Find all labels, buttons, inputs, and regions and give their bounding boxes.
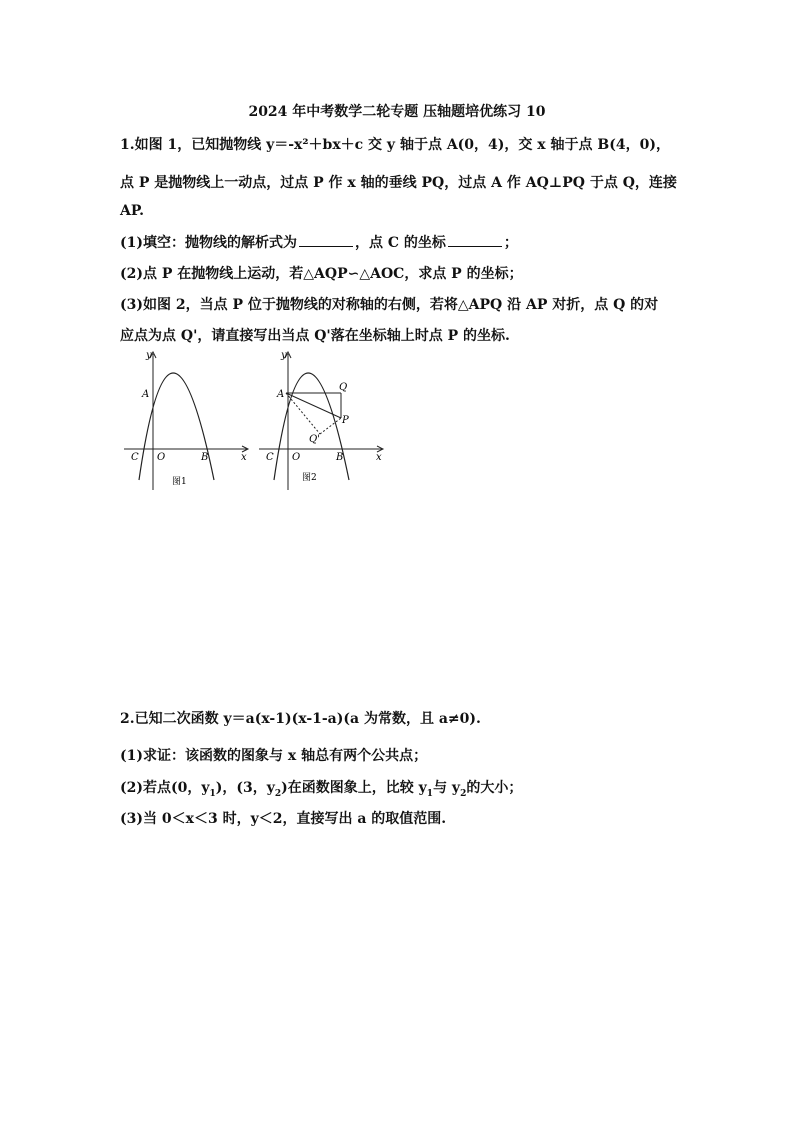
q2-part2-g: 与 y [433,780,461,796]
q1-part1-text-a: (1)填空：抛物线的解析式为 [120,235,297,251]
label-B: B [336,452,344,463]
answer-blank-1[interactable] [299,234,353,247]
q1-part1-text-c: ； [503,235,518,251]
label-O: O [157,452,166,463]
q1-stem-line3: AP. [120,203,144,219]
figure-2-caption: 图2 [302,473,317,483]
q1-part1 [120,232,710,252]
answer-blank-2[interactable] [448,234,502,247]
q2-part2-a: (2)若点(0，y [120,780,210,796]
parabola [274,373,349,480]
q2-part2-c: )，(3，y [215,780,275,796]
label-A: A [142,389,150,400]
label-y: y [281,350,287,361]
label-x: x [376,452,382,463]
q2-part2-e: )在函数图象上，比较 y [281,780,427,796]
label-C: C [266,452,274,463]
label-Qprime: Q' [309,434,320,445]
label-P: P [342,415,349,426]
label-Q: Q [339,382,348,393]
subscript-2: 2 [274,788,282,799]
q1-part3-line1: (3)如图 2，当点 P 位于抛物线的对称轴的右侧，若将△APQ 沿 AP 对折，点 Q 的对 [120,297,659,313]
q1-stem-line1: 1.如图 1，已知抛物线 y＝-x²＋bx＋c 交 y 轴于点 A(0，4)，交 x 轴于点 B(4，0)， [120,137,670,153]
q1-part2: (2)点 P 在抛物线上运动，若△AQP∽△AOC，求点 P 的坐标； [120,266,523,282]
figure-1 [120,346,255,492]
subscript-1: 1 [209,788,216,799]
label-O: O [292,452,301,463]
q1-part3-line2: 应点为点 Q'，请直接写出当点 Q'落在坐标轴上时点 P 的坐标. [120,328,510,344]
segment-AQprime [286,393,320,434]
q2-part2-i: 的大小； [466,780,523,796]
q2-part3: (3)当 0＜x＜3 时，y＜2，直接写出 a 的取值范围. [120,811,447,827]
label-y: y [146,350,152,361]
figure-1-caption: 图1 [172,477,187,487]
label-x: x [241,452,247,463]
subscript-1b: 1 [426,788,434,799]
subscript-2b: 2 [460,788,467,799]
q2-stem: 2.已知二次函数 y＝a(x-1)(x-1-a)(a 为常数，且 a≠0). [120,711,481,727]
q2-part2 [120,777,710,799]
label-B: B [201,452,209,463]
figure-2 [255,346,390,492]
segment-AP [286,393,341,418]
label-A: A [277,389,285,400]
q1-stem-line2: 点 P 是抛物线上一动点，过点 P 作 x 轴的垂线 PQ，过点 A 作 AQ⊥PQ 于点 Q，连接 [120,175,677,191]
q2-part1: (1)求证：该函数的图象与 x 轴总有两个公共点； [120,748,428,764]
page-title: 2024 年中考数学二轮专题 压轴题培优练习 10 [248,104,546,120]
parabola [139,373,214,480]
q1-part1-text-b: ，点 C 的坐标 [355,235,446,251]
label-C: C [131,452,139,463]
